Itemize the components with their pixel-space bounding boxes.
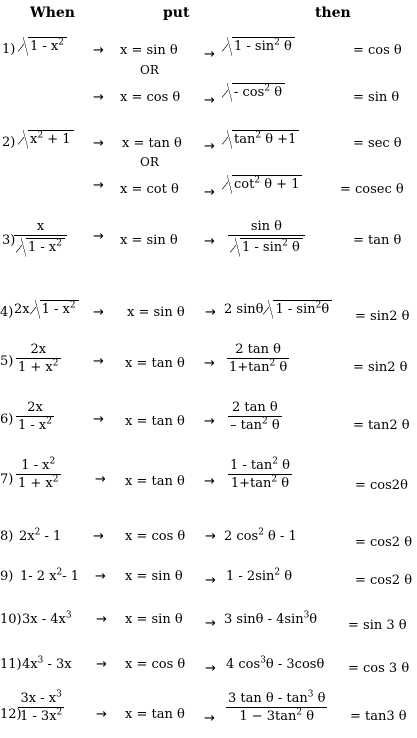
row-number: 3) [2,233,16,248]
then-expression: $1 - \sin^2 \theta$ [222,37,295,53]
result-expression: = cos2 θ [355,535,413,550]
row-number: 7) [0,472,14,487]
when-expression: $\frac{2x}{1 - x^2}$ [18,400,52,433]
row-number: 2) [2,135,16,150]
when-expression: $2x^2 - 1$ [19,527,62,544]
arrow: → [93,529,104,544]
then-expression: 4 $\cos^3\theta - 3\cos\theta$ [226,655,325,672]
put-expression: x = tan θ [125,356,185,371]
then-expression: $\frac{\text{2 tan θ}}{- \tan^2 \theta}$ [230,400,280,433]
arrow: → [205,616,216,631]
result-expression: = cos2 θ [355,573,413,588]
row-number: 12) [0,707,22,722]
row-number: 9) [0,569,14,584]
result-expression: = cos2θ [355,478,408,493]
then-expression: $\frac{\text{2 tan θ}}{1+\tan^2 \theta}$ [229,342,288,375]
when-expression: $\frac{1 - x^2}{1 + x^2}$ [18,456,59,491]
then-expression: $\cot^2 \theta + 1$ [222,175,302,191]
result-expression: = sin2 θ [355,309,410,324]
put-expression: x = sin θ [120,43,178,58]
then-expression: $\frac{3 \tan \theta - \tan^3 \theta}{1 - 3\tan^2 \theta}$ [228,689,326,724]
when-expression: $\frac{3x - x^3}{1 - 3x^2}$ [20,689,63,724]
row-number: 6) [0,412,14,427]
when-expression: $x^2 + 1$ [18,130,74,146]
result-expression: = sin2 θ [353,360,408,375]
arrow: → [204,93,215,108]
put-expression: x = sin θ [125,612,183,627]
arrow: → [93,178,104,193]
row-number: 10) [0,612,22,627]
arrow: → [205,529,216,544]
result-expression: = sin 3 θ [348,618,407,633]
row-number: 4) [0,305,14,320]
put-expression: x = tan θ [125,707,185,722]
row-number: 5) [0,354,14,369]
arrow: → [93,90,104,105]
result-expression: = cos 3 θ [348,661,410,676]
then-expression: $1 - 2\sin^2$ θ [226,567,293,584]
header-put: put [163,5,190,21]
or-label: OR [140,155,159,169]
arrow: → [204,474,215,489]
then-expression: $\frac{\text{sin θ}}{1 - \sin^2 \theta}$ [228,220,305,254]
put-expression: x = sin θ [127,305,185,320]
result-expression: = tan3 θ [350,709,407,724]
arrow: → [95,472,106,487]
arrow: → [204,711,215,726]
arrow: → [205,305,216,320]
then-expression: 3 sinθ - $4\sin^3\theta$ [224,610,318,627]
arrow: → [93,43,104,58]
then-expression: 2 sinθ $1 - \sin^2\theta$ [224,300,332,316]
row-number: 8) [0,529,14,544]
row-number: 1) [2,42,16,57]
put-expression: x = tan θ [125,474,185,489]
when-expression: $\frac{2x}{1 + x^2}$ [18,342,59,375]
then-expression: - $\cos^2 \theta$ [222,83,285,99]
arrow: → [93,412,104,427]
result-expression: = tan2 θ [353,418,410,433]
when-expression: $3x - 4x^3$ [22,610,72,627]
when-expression: $1 - x^2$ [18,37,67,53]
arrow: → [96,657,107,672]
arrow: → [93,354,104,369]
put-expression: x = cos θ [120,90,181,105]
arrow: → [96,612,107,627]
arrow: → [204,414,215,429]
header-when: When [30,5,75,21]
arrow: → [93,305,104,320]
then-expression: $\tan^2 \theta +1$ [222,130,299,146]
put-expression: x = sin θ [120,233,178,248]
put-expression: x = sin θ [125,569,183,584]
result-expression: = tan θ [353,233,402,248]
result-expression: = cosec θ [340,182,404,197]
put-expression: x = tan θ [122,136,182,151]
result-expression: = cos θ [353,43,402,58]
arrow: → [205,661,216,676]
arrow: → [205,573,216,588]
arrow: → [204,356,215,371]
result-expression: = sec θ [353,136,402,151]
put-expression: x = cos θ [125,529,186,544]
arrow: → [204,47,215,62]
arrow: → [204,234,215,249]
arrow: → [204,185,215,200]
put-expression: x = tan θ [125,414,185,429]
arrow: → [96,707,107,722]
arrow: → [93,229,104,244]
then-expression: 2 $\cos^2 \theta - 1$ [224,527,297,544]
then-expression: $\frac{1 - \tan^2 \theta}{1+\tan^2 \theta}$ [230,456,290,491]
arrow: → [93,136,104,151]
result-expression: = sin θ [353,90,400,105]
header-then: then [315,5,351,21]
row-number: 11) [0,657,22,672]
put-expression: x = cot θ [120,182,179,197]
arrow: → [204,139,215,154]
when-expression: 1- 2 $x^2-$ 1 [20,567,80,584]
or-label: OR [140,63,159,77]
put-expression: x = cos θ [125,657,186,672]
when-expression: $\frac{x}{1 - x^2}$ [14,220,67,254]
when-expression: 2x $1 - x^2$ [14,300,79,316]
arrow: → [95,569,106,584]
when-expression: $4x^3 - 3x$ [22,655,72,672]
